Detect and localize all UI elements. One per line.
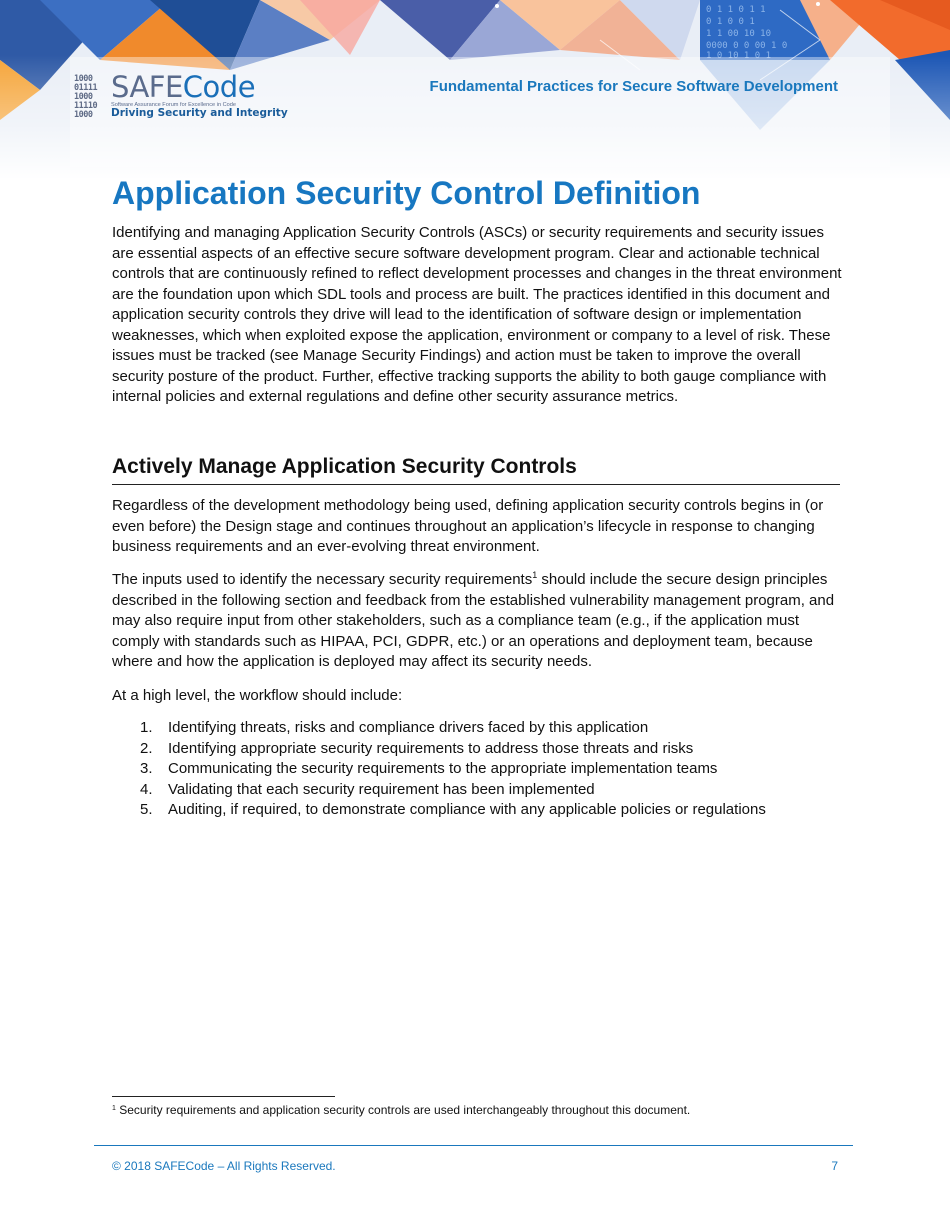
safecode-logo: [74, 70, 288, 120]
footnote-reference[interactable]: 1: [532, 570, 538, 580]
body-paragraph-2: The inputs used to identify the necessary security requirements$^1$ should include the secure design principles described in the following section and feedback from the established vulnerability management program, and may also require input from other stakeholders, such as a compliance team (e.g., if the application must comply with standards such as HIPAA, PCI, GDPR, etc.) or an operations and deployment team, because where and how the application is deployed may affect its security needs.: [112, 570, 835, 670]
svg-text:0 1 0 0 1: 0 1 0 0 1: [706, 17, 755, 27]
logo-wordmark: SAFECode: [111, 70, 256, 104]
section-divider: [112, 484, 840, 485]
footnote: $^1$ Security requirements and application security controls are used interchangeably throughout this document.: [112, 1103, 691, 1117]
logo-tagline: Driving Security and Integrity: [111, 107, 288, 119]
page-number: 7: [831, 1159, 838, 1173]
body-paragraph-1: Regardless of the development methodology being used, defining application security controls begins in (or even before) the Design stage and continues throughout an application’s lifecycle in response to changing business requirements and an ever-evolving threat environment.: [112, 497, 824, 555]
list-item: 3. Communicating the security requirements to the appropriate implementation teams: [140, 760, 718, 777]
body-paragraph-3: At a high level, the workflow should include:: [112, 687, 403, 704]
running-header-title: Fundamental Practices for Secure Software Development: [429, 78, 838, 95]
svg-text:1 1 00 10 10: 1 1 00 10 10: [706, 29, 772, 39]
list-item: 5. Auditing, if required, to demonstrate compliance with any applicable policies or regulations: [140, 801, 766, 818]
section-heading: Actively Manage Application Security Controls: [112, 455, 577, 478]
list-item: 4. Validating that each security requirement has been implemented: [140, 780, 595, 798]
list-item: 1. Identifying threats, risks and compliance drivers faced by this application: [140, 719, 649, 736]
logo-binary-mark: 1000 01111 1000 11110 1000: [74, 74, 98, 120]
svg-text:0 1 1 0 1 1: 0 1 1 0 1 1: [706, 5, 766, 15]
footnote-divider: [112, 1096, 335, 1097]
logo-subtitle: Software Assurance Forum for Excellence in Code: [111, 102, 236, 108]
svg-text:0000 0 0 00 1 0: 0000 0 0 00 1 0: [706, 41, 788, 51]
page-title: Application Security Control Definition: [112, 175, 701, 211]
workflow-list: [112, 718, 842, 821]
list-item: 2. Identifying appropriate security requirements to address those threats and risks: [140, 739, 694, 757]
footer-divider: [94, 1145, 853, 1146]
intro-paragraph: Identifying and managing Application Security Controls (ASCs) or security requirements and security issues are essential aspects of an effective secure software development program. Clear and actionable technical controls that are continuously refined to reflect development processes and changes in the threat environment are the foundation upon which SDL tools and process are built. The practices identified in this document and application security controls they drive will lead to the identification of software design or implementation weaknesses, which when exploited expose the application, environment or company to a level of risk. These issues must be tracked (see Manage Security Findings) and action must be taken to improve the overall security posture of the product. Further, effective tracking supports the ability to both gauge compliance with internal policies and external regulations and define other security assurance metrics.: [112, 224, 842, 405]
copyright-notice: © 2018 SAFECode – All Rights Reserved.: [112, 1159, 336, 1173]
